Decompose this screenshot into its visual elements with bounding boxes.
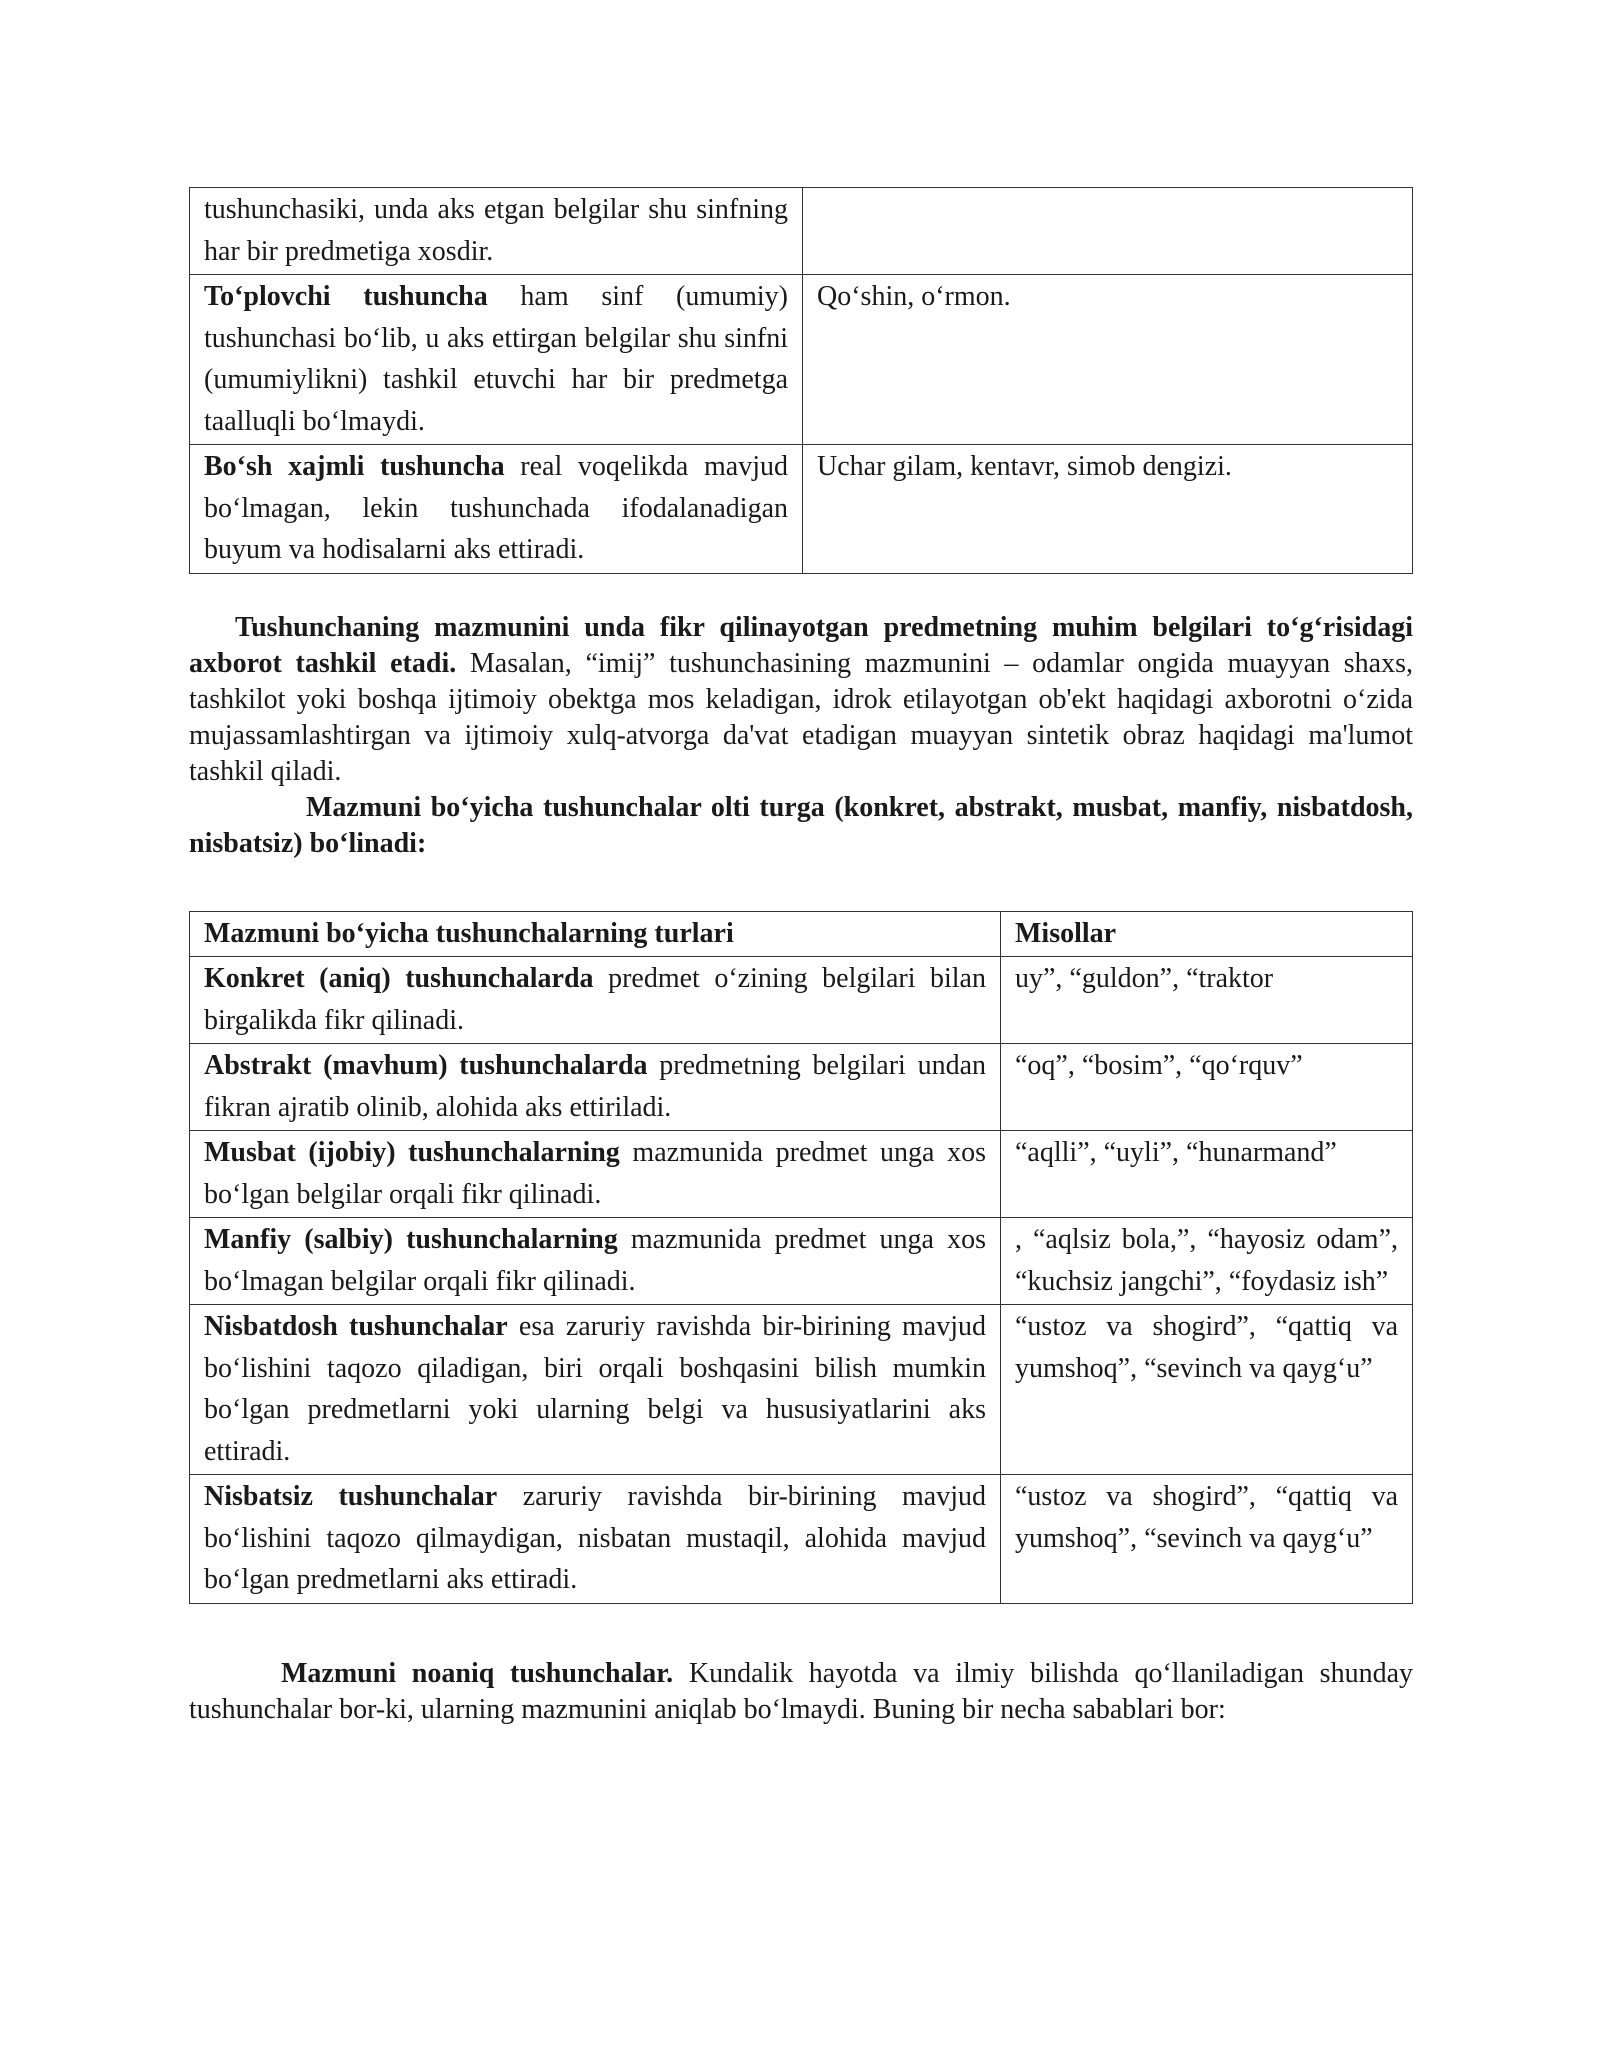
definition-text: zaruriy ravishda bir-birining mavjud bo‘lishini taqozo qilmaydigan, nisbatan mustaqil, alohida mavjud bo‘lgan predmetlarni aks ettiradi. [204,1481,987,1595]
definition-text: tushunchasiki, unda aks etgan belgilar shu sinfning har bir predmetiga xosdir. [204,194,788,267]
table-row [190,1475,1413,1604]
definition-text: real voqelikda mavjud bo‘lmagan, lekin tushunchada ifodalanadigan buyum va hodisalarni aks ettiradi. [204,451,789,565]
table-row [190,188,1413,275]
table-row [190,1218,1413,1305]
table-header-examples: Misollar [1001,911,1413,957]
table-cell-definition [190,1044,1001,1131]
definition-text: ham sinf (umumiy) tushunchasi bo‘lib, u aks ettirgan belgilar shu sinfni (umumiylikni) tashkil etuvchi har bir predmetga taalluqli bo‘lmaydi. [204,281,788,437]
table-cell-example: Qo‘shin, o‘rmon. [803,275,1413,445]
table-cell-example: , “aqlsiz bola,”, “hayosiz odam”, “kuchsiz jangchi”, “foydasiz ish” [1001,1218,1413,1305]
term: Nisbatdosh tushunchalar [204,1311,508,1342]
term: To‘plovchi tushuncha [204,281,488,312]
term: Abstrakt (mavhum) tushunchalarda [204,1050,648,1081]
paragraph-vague-concepts [189,1656,1413,1728]
table-cell-example [803,188,1413,275]
table-row [190,957,1413,1044]
definition-text: predmetning belgilari undan fikran ajratib olinib, alohida aks ettiriladi. [204,1050,986,1123]
table-extent-types [189,187,1413,574]
paragraph-bold: Tushunchaning mazmunini unda fikr qilinayotgan predmetning muhim belgilari to‘g‘risidagi axborot tashkil etadi. [189,611,1413,679]
term: Musbat (ijobiy) tushunchalarning [204,1137,620,1168]
table-row [190,1044,1413,1131]
definition-text: mazmunida predmet unga xos bo‘lmagan belgilar orqali fikr qilinadi. [204,1224,986,1297]
term: Nisbatsiz tushunchalar [204,1481,498,1512]
table-row [190,275,1413,445]
table-header-row [190,911,1413,957]
paragraph-content-definition [189,610,1413,790]
paragraph-text: Kundalik hayotda va ilmiy bilishda qo‘llaniladigan shunday tushunchalar bor-ki, ularning mazmunini aniqlab bo‘lmaydi. Buning bir necha sabablari bor: [189,1657,1413,1725]
table-cell-example: “ustoz va shogird”, “qattiq va yumshoq”, “sevinch va qayg‘u” [1001,1305,1413,1475]
table-cell-example: “ustoz va shogird”, “qattiq va yumshoq”, “sevinch va qayg‘u” [1001,1475,1413,1604]
table-cell-example: uy”, “guldon”, “traktor [1001,957,1413,1044]
table-cell-definition [190,445,803,574]
term: Konkret (aniq) tushunchalarda [204,963,594,994]
table-cell-definition [190,1218,1001,1305]
table-cell-example: “oq”, “bosim”, “qo‘rquv” [1001,1044,1413,1131]
table-cell-definition [190,188,803,275]
term: Manfiy (salbiy) tushunchalarning [204,1224,618,1255]
table-row [190,1305,1413,1475]
paragraph-content-types-intro [189,790,1413,862]
table-cell-definition [190,1475,1001,1604]
paragraph-bold: Mazmuni bo‘yicha tushunchalar olti turga (konkret, abstrakt, musbat, manfiy, nisbatdosh, nisbatsiz) bo‘linadi: [189,791,1413,859]
paragraph-text: Masalan, “imij” tushunchasining mazmunini – odamlar ongida muayyan shaxs, tashkilot yoki boshqa ijtimoiy obektga mos keladigan, idrok etilayotgan ob'ekt haqidagi axborotni o‘zida mujassamlashtirgan va ijtimoiy xulq-atvorga da'vat etadigan muayyan sintetik obraz haqidagi ma'lumot tashkil qiladi. [189,647,1413,787]
paragraph-bold: Mazmuni noaniq tushunchalar. [281,1657,674,1689]
table-cell-definition [190,1131,1001,1218]
table-row [190,445,1413,574]
table-content-types [189,911,1413,1604]
table-cell-definition [190,1305,1001,1475]
table-header-types: Mazmuni bo‘yicha tushunchalarning turlari [190,911,1001,957]
term: Bo‘sh xajmli tushuncha [204,451,505,482]
definition-text: mazmunida predmet unga xos bo‘lgan belgilar orqali fikr qilinadi. [204,1137,986,1210]
table-cell-example: Uchar gilam, kentavr, simob dengizi. [803,445,1413,574]
definition-text: esa zaruriy ravishda bir-birining mavjud bo‘lishini taqozo qiladigan, biri orqali boshqasini bilish mumkin bo‘lgan predmetlarni yoki ularning belgi va hususiyatlarini aks ettiradi. [204,1311,986,1467]
table-cell-example: “aqlli”, “uyli”, “hunarmand” [1001,1131,1413,1218]
table-cell-definition [190,275,803,445]
table-cell-definition [190,957,1001,1044]
table-row [190,1131,1413,1218]
definition-text: predmet o‘zining belgilari bilan birgalikda fikr qilinadi. [204,963,986,1036]
document-page [189,187,1413,1728]
